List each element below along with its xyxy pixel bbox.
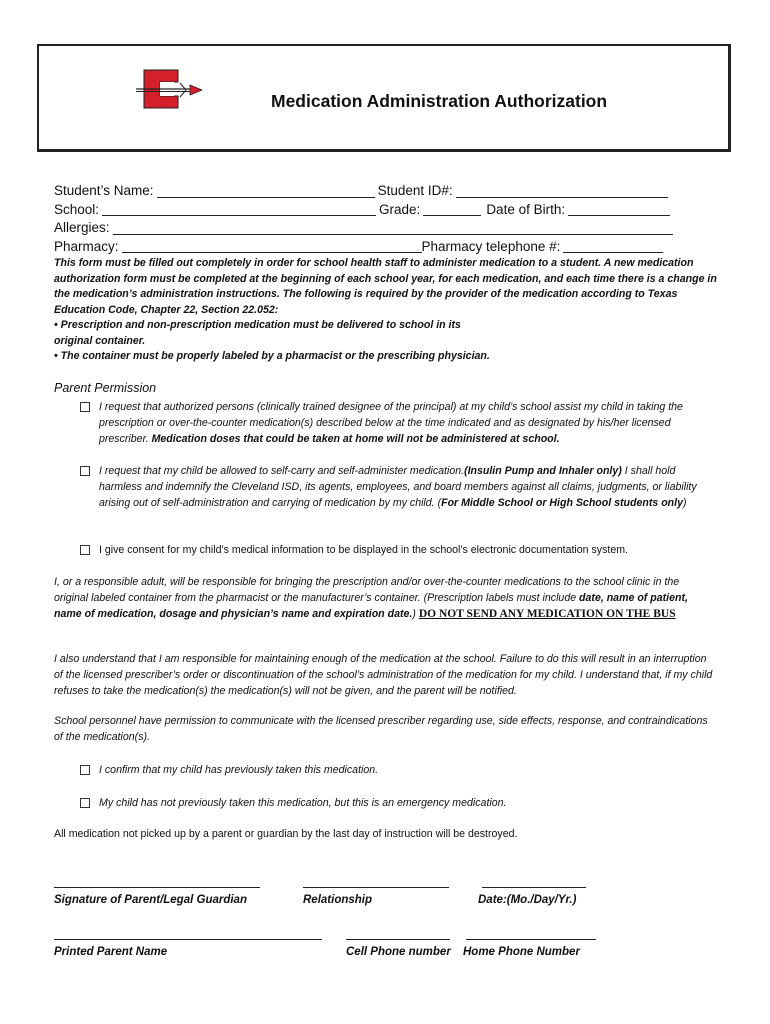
personnel-paragraph: School personnel have permission to communicate with the licensed prescriber regarding use, side effects, response, and contraindications of the medication(s).: [54, 715, 708, 743]
printed-name-line[interactable]: [54, 939, 322, 940]
confirm-option-emergency: My child has not previously taken this medication, but this is an emergency medication.: [80, 796, 720, 812]
cell-phone-label: Cell Phone number: [346, 946, 451, 958]
school-label: School:: [54, 201, 100, 217]
pharmacy-field[interactable]: [122, 239, 422, 253]
permission-option-consent: I give consent for my child’s medical information to be displayed in the school’s electronic documentation system.: [80, 543, 720, 559]
header-box: [37, 44, 731, 152]
maintain-paragraph: I also understand that I am responsible for maintaining enough of the medication at the school. Failure to do this will result in an interruption of the licensed prescriber’s order or discontinuation of the school’s administration of the medication for my child. I understand that, if my child refuses to take the medication(s) the medication(s) will not be given, and the parent will be notified.: [54, 653, 713, 697]
intro-instructions: [54, 256, 719, 365]
emergency-checkbox[interactable]: [80, 798, 90, 808]
self-carry-checkbox[interactable]: [80, 466, 90, 476]
parent-signature-line[interactable]: [54, 887, 260, 888]
pharmacy-label: Pharmacy:: [54, 238, 119, 254]
parent-signature-label: Signature of Parent/Legal Guardian: [54, 894, 247, 906]
student-name-field[interactable]: [157, 184, 375, 198]
student-id-field[interactable]: [456, 184, 668, 198]
field-row-student: [54, 182, 694, 201]
intro-bullet-2: • The container must be properly labeled by a pharmacist or the prescribing physician.: [54, 350, 490, 362]
parent-permission-title: Parent Permission: [54, 381, 157, 395]
permission-option-self-carry: I request that my child be allowed to self-carry and self-administer medication.(Insulin Pump and Inhaler only) I shall hold harmless and indemnify the Cleveland ISD, its agents, employees, and board members against all claims, judgments, or liability arising out of self-administration and carrying of medication by my child. (For Middle School or High School students only): [80, 464, 720, 511]
consent-checkbox[interactable]: [80, 545, 90, 555]
date-label: Date:(Mo./Day/Yr.): [478, 894, 577, 906]
allergies-field[interactable]: [113, 221, 673, 235]
relationship-label: Relationship: [303, 894, 373, 906]
dob-field[interactable]: [568, 202, 670, 216]
previously-taken-checkbox[interactable]: [80, 765, 90, 775]
grade-field[interactable]: [423, 202, 481, 216]
student-name-label: Student’s Name:: [54, 183, 154, 198]
school-field[interactable]: [102, 202, 376, 216]
home-phone-label: Home Phone Number: [463, 946, 580, 958]
assist-checkbox[interactable]: [80, 402, 90, 412]
pharmacy-phone-field[interactable]: [563, 239, 663, 253]
cardinal-c-arrow-logo-icon: [134, 64, 204, 114]
home-phone-line[interactable]: [466, 939, 596, 940]
no-bus-warning: DO NOT SEND ANY MEDICATION ON THE BUS: [418, 607, 676, 620]
cell-phone-line[interactable]: [346, 939, 450, 940]
responsibility-paragraph: I, or a responsible adult, will be responsible for bringing the prescription and/or over-the-counter medications to the school clinic in the original labeled container from the pharmacist or the manufacturer’s container. (Prescription labels must include date, name of patient, name of medication, dosage and physician’s name and expiration date.) DO NOT SEND ANY MEDICATION ON THE BUS: [54, 576, 688, 620]
field-row-school: [54, 201, 694, 220]
grade-label: Grade:: [379, 201, 421, 217]
destroy-notice: All medication not picked up by a parent or guardian by the last day of instruction will be destroyed.: [54, 828, 518, 840]
intro-bullet-1: • Prescription and non-prescription medication must be delivered to school in its original container.: [54, 319, 461, 347]
form-title: Medication Administration Authorization: [271, 91, 608, 111]
pharmacy-phone-label: Pharmacy telephone #:: [421, 238, 561, 254]
permission-option-assist: I request that authorized persons (clinically trained designee of the principal) at my child’s school assist my child in taking the prescription or over-the-counter medication(s) described below at the time indicated and as designated by his/her licensed prescriber. Medication doses that could be taken at home will not be administered at school.: [80, 400, 720, 447]
confirm-option-previously-taken: I confirm that my child has previously taken this medication.: [80, 763, 720, 779]
dob-label: Date of Birth:: [486, 201, 566, 217]
printed-name-label: Printed Parent Name: [54, 946, 168, 958]
student-id-label: Student ID#:: [377, 183, 453, 198]
allergies-label: Allergies:: [54, 220, 110, 235]
field-row-allergies: [54, 219, 694, 238]
date-line[interactable]: [482, 887, 586, 888]
relationship-line[interactable]: [303, 887, 449, 888]
student-info-fields: [54, 182, 694, 256]
intro-paragraph: This form must be filled out completely in order for school health staff to administer medication to a student. A new medication authorization form must be completed at the beginning of each school year, for each medication, and each time there is a change in the medication’s administration instructions. The following is required by the provider of the medication according to Texas Education Code, Chapter 22, Section 22.052:: [54, 257, 717, 316]
field-row-pharmacy: [54, 238, 694, 257]
